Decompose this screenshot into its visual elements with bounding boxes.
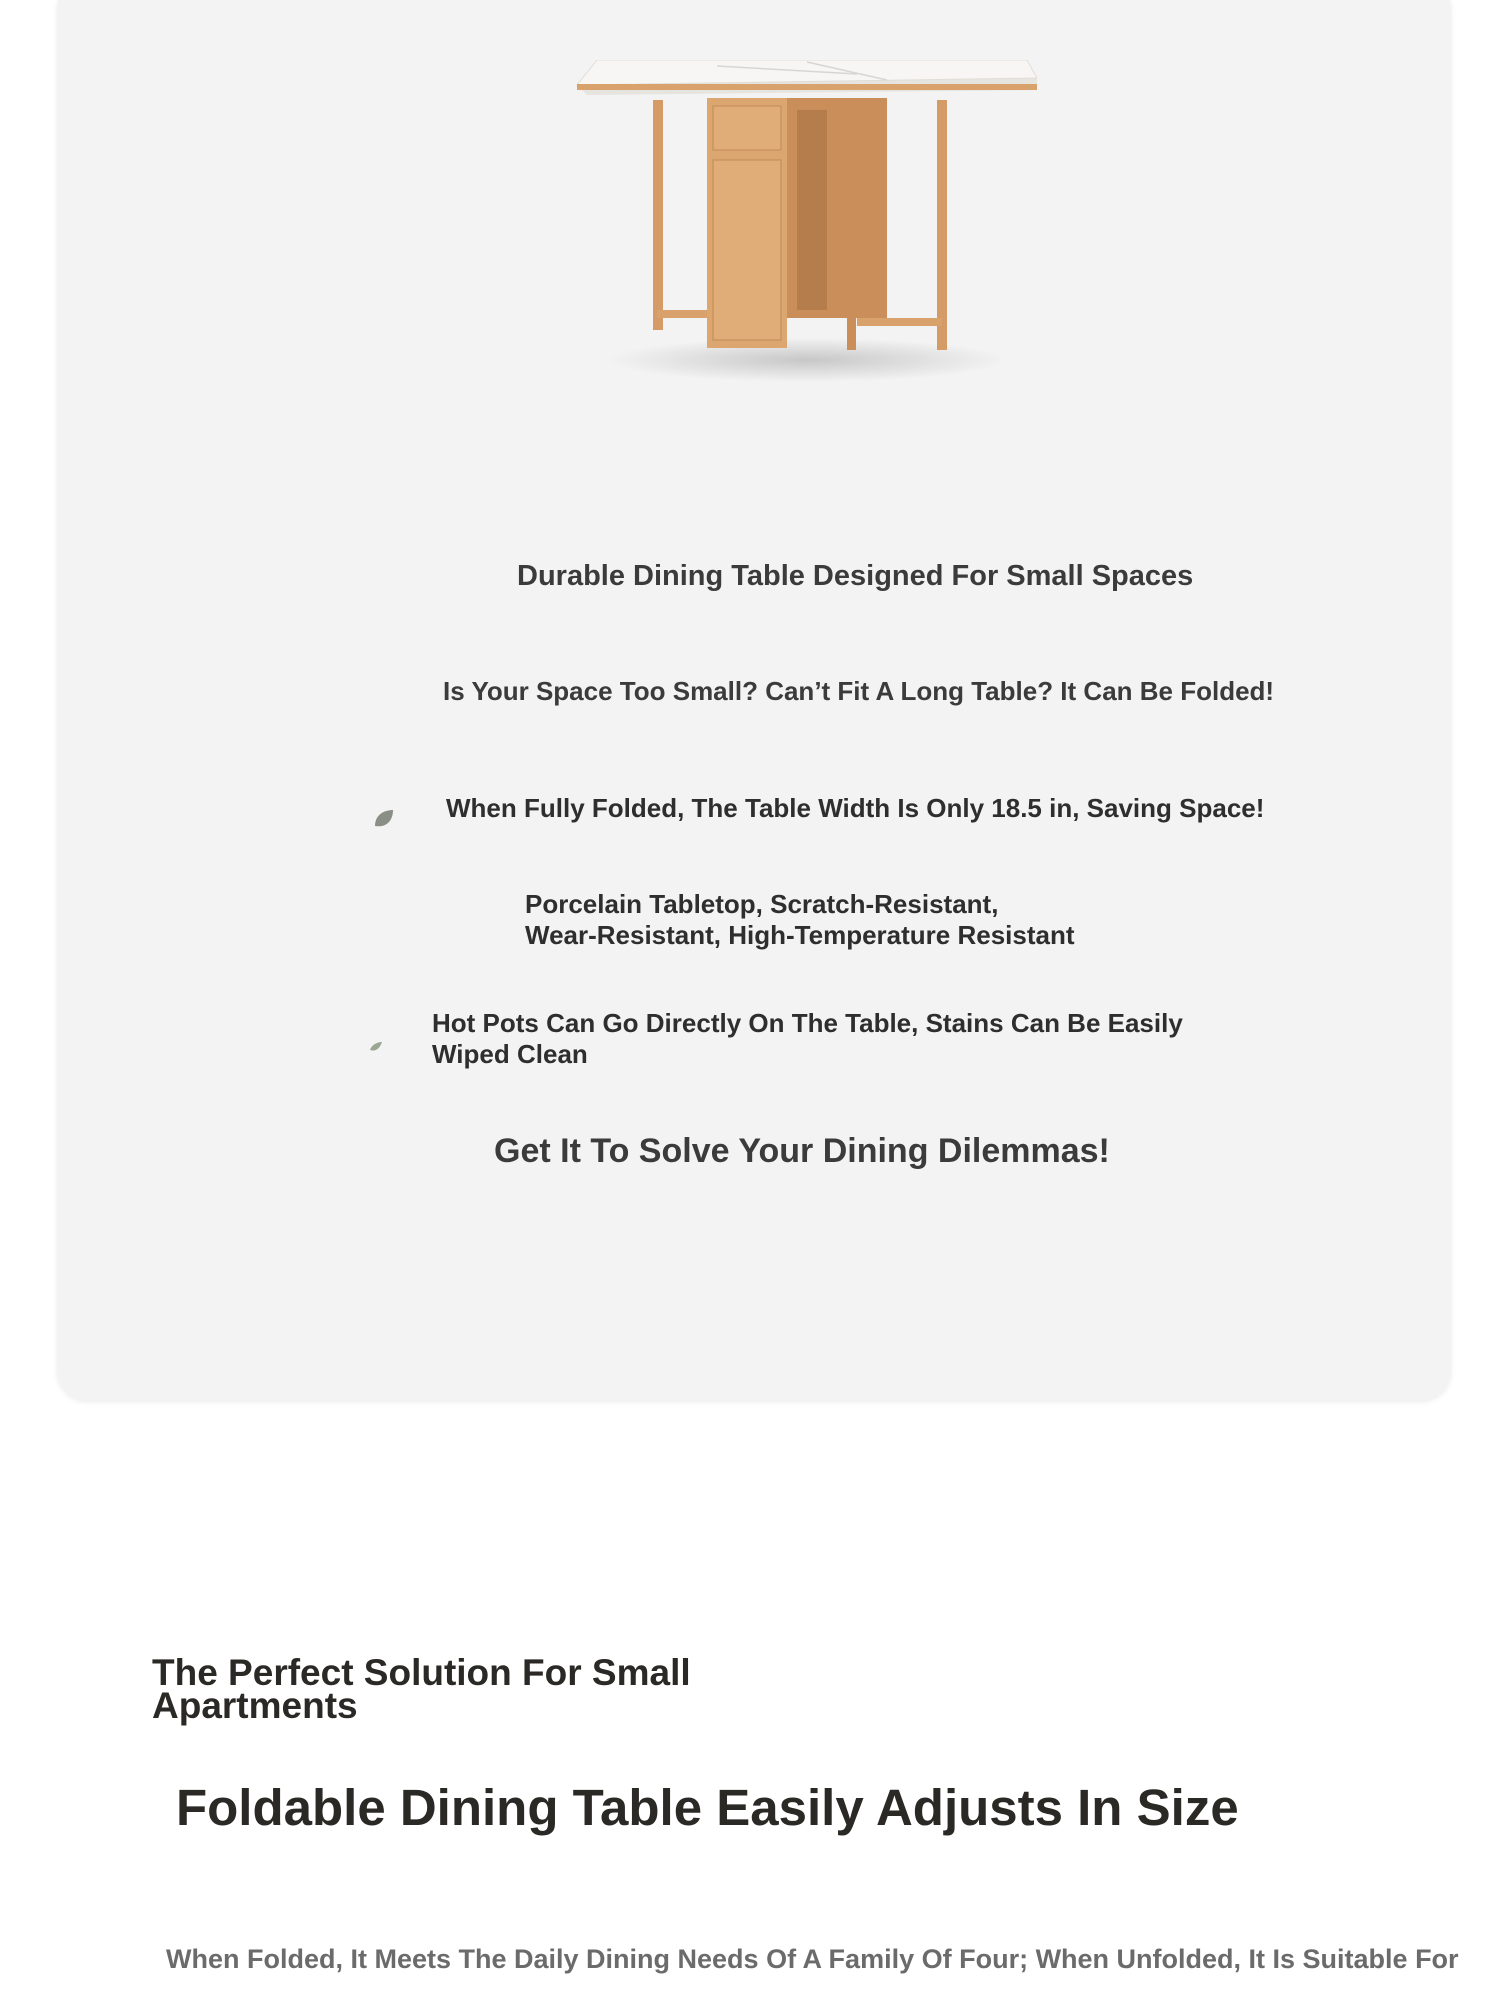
feature-cta-text: Get It To Solve Your Dining Dilemmas! [494, 1132, 1110, 1170]
feature-hot-pots-line1: Hot Pots Can Go Directly On The Table, Stains Can Be Easily [432, 1008, 1183, 1038]
section-heading: Foldable Dining Table Easily Adjusts In Size [176, 1779, 1239, 1836]
section-title-line2: Apartments [152, 1685, 358, 1726]
foldable-table-image [557, 60, 1037, 390]
feature-porcelain-line2: Wear-Resistant, High-Temperature Resistant [525, 920, 1075, 950]
section-title-line1: The Perfect Solution For Small [152, 1652, 691, 1693]
section-title [152, 1652, 712, 1726]
feature-hot-pots [432, 1008, 1183, 1070]
feature-folded-width: When Fully Folded, The Table Width Is Only 18.5 in, Saving Space! [446, 793, 1265, 823]
feature-porcelain-line1: Porcelain Tabletop, Scratch-Resistant, [525, 889, 999, 919]
feature-hot-pots-line2: Wiped Clean [432, 1039, 588, 1069]
feature-foldable: Is Your Space Too Small? Can’t Fit A Long Table? It Can Be Folded! [443, 676, 1275, 706]
section-description: When Folded, It Meets The Daily Dining Needs Of A Family Of Four; When Unfolded, It Is Suitable For [166, 1944, 1459, 1974]
feature-porcelain-tabletop [525, 889, 1075, 951]
leaf-decoration-icon [371, 806, 397, 832]
product-hero-card [57, 0, 1451, 1400]
feature-durable: Durable Dining Table Designed For Small Spaces [517, 560, 1194, 592]
small-leaf-icon [368, 1040, 384, 1054]
